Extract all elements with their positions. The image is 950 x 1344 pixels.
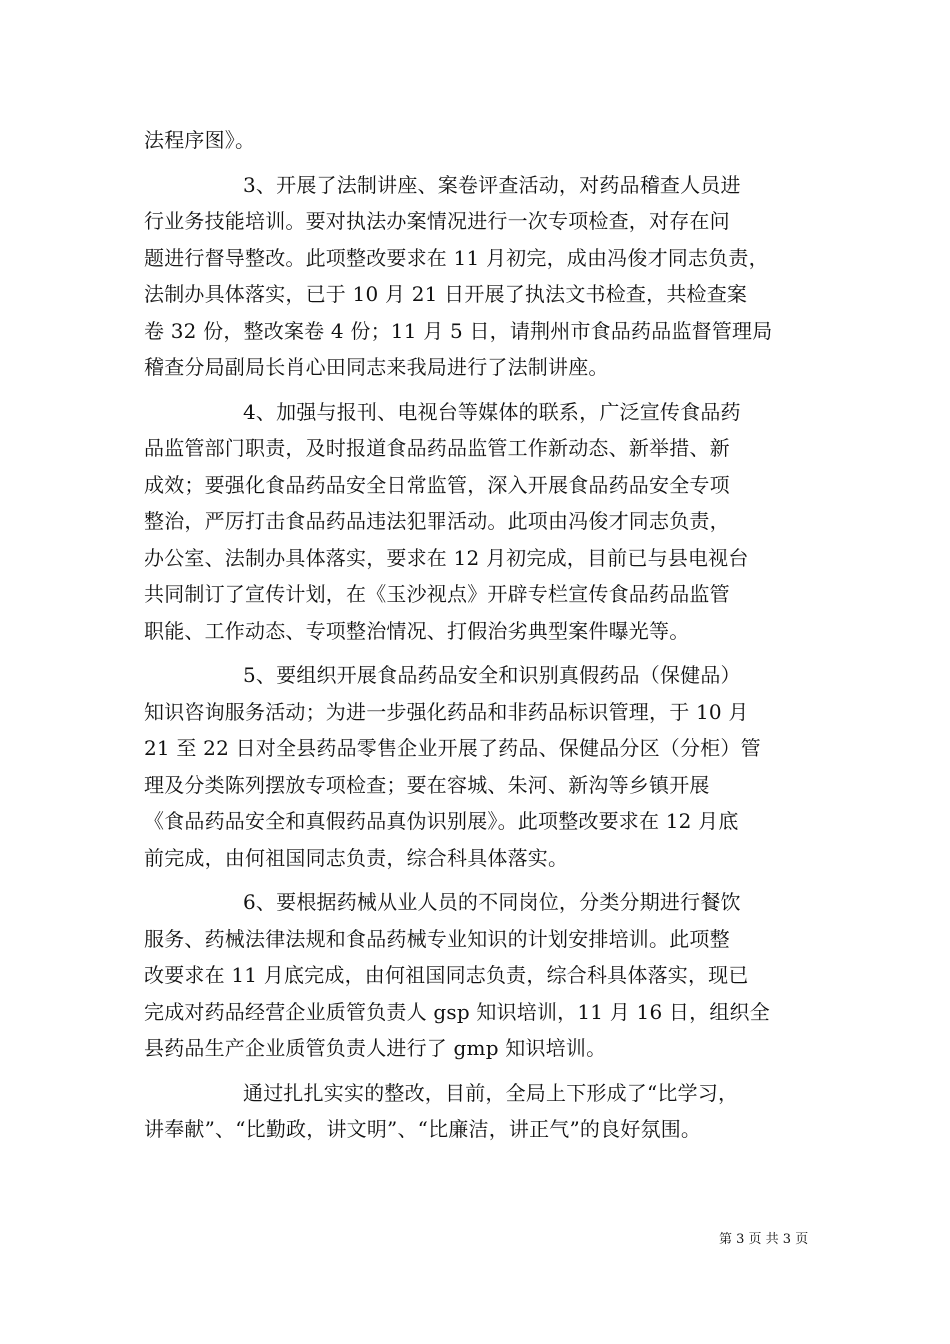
text-line: 职能、工作动态、专项整治情况、打假治劣典型案件曝光等。 bbox=[144, 618, 690, 643]
paragraph-gap bbox=[144, 649, 814, 657]
document-body bbox=[144, 122, 814, 1148]
text-line: 品监管部门职责，及时报道食品药品监管工作新动态、新举措、新 bbox=[144, 436, 730, 460]
paragraph-gap bbox=[144, 1067, 814, 1075]
text-line: 理及分类陈列摆放专项检查；要在容城、朱河、新沟等乡镇开展 bbox=[144, 772, 710, 797]
text-line: 法制办具体落实，已于 10 月 21 日开展了执法文书检查，共检查案 bbox=[144, 282, 748, 306]
paragraph-first-line: 5、要组织开展食品药品安全和识别真假药品（保健品） bbox=[243, 663, 741, 687]
paragraph-first-line: 6、要根据药械从业人员的不同岗位，分类分期进行餐饮 bbox=[243, 890, 741, 914]
page-number: 第 3 页 共 3 页 bbox=[719, 1232, 809, 1247]
text-line: 稽查分局副局长肖心田同志来我局进行了法制讲座。 bbox=[144, 355, 609, 379]
text-line: 知识咨询服务活动；为进一步强化药品和非药品标识管理，于 10 月 bbox=[144, 699, 749, 724]
text-line: 21 至 22 日对全县药品零售企业开展了药品、保健品分区（分柜）管 bbox=[144, 736, 761, 760]
text-line: 讲奉献”、“比勤政，讲文明”、“比廉洁，讲正气”的良好氛围。 bbox=[144, 1117, 702, 1141]
text-line: 整治，严厉打击食品药品违法犯罪活动。此项由冯俊才同志负责， bbox=[144, 509, 730, 533]
paragraph-gap bbox=[144, 876, 814, 884]
text-line: 题进行督导整改。此项整改要求在 11 月初完，成由冯俊才同志负责， bbox=[144, 245, 769, 270]
text-line: 成效；要强化食品药品安全日常监管，深入开展食品药品安全专项 bbox=[144, 472, 730, 497]
text-line: 县药品生产企业质管负责人进行了 gmp 知识培训。 bbox=[144, 1036, 607, 1060]
text-line: 法程序图》。 bbox=[144, 128, 256, 152]
paragraph-gap bbox=[144, 386, 814, 394]
text-line: 行业务技能培训。要对执法办案情况进行一次专项检查，对存在问 bbox=[144, 209, 730, 233]
text-line: 改要求在 11 月底完成，由何祖国同志负责，综合科具体落实，现已 bbox=[144, 963, 749, 987]
paragraph-first-line: 3、开展了法制讲座、案卷评查活动，对药品稽查人员进 bbox=[243, 172, 741, 197]
paragraph-first-line: 通过扎扎实实的整改，目前，全局上下形成了“比学习， bbox=[243, 1080, 739, 1105]
text-line: 卷 32 份，整改案卷 4 份；11 月 5 日，请荆州市食品药品监督管理局 bbox=[144, 318, 773, 343]
paragraph-first-line: 4、加强与报刊、电视台等媒体的联系，广泛宣传食品药 bbox=[243, 399, 741, 424]
text-line: 办公室、法制办具体落实，要求在 12 月初完成，目前已与县电视台 bbox=[144, 545, 749, 570]
text-line: 服务、药械法律法规和食品药械专业知识的计划安排培训。此项整 bbox=[144, 926, 730, 951]
text-line: 共同制订了宣传计划，在《玉沙视点》开辟专栏宣传食品药品监管 bbox=[144, 582, 730, 606]
text-line: 前完成，由何祖国同志负责，综合科具体落实。 bbox=[144, 845, 569, 870]
text-line: 《食品药品安全和真假药品真伪识别展》。此项整改要求在 12 月底 bbox=[144, 809, 739, 833]
paragraph-gap bbox=[144, 159, 814, 167]
text-line: 完成对药品经营企业质管负责人 gsp 知识培训，11 月 16 日，组织全 bbox=[144, 999, 770, 1024]
